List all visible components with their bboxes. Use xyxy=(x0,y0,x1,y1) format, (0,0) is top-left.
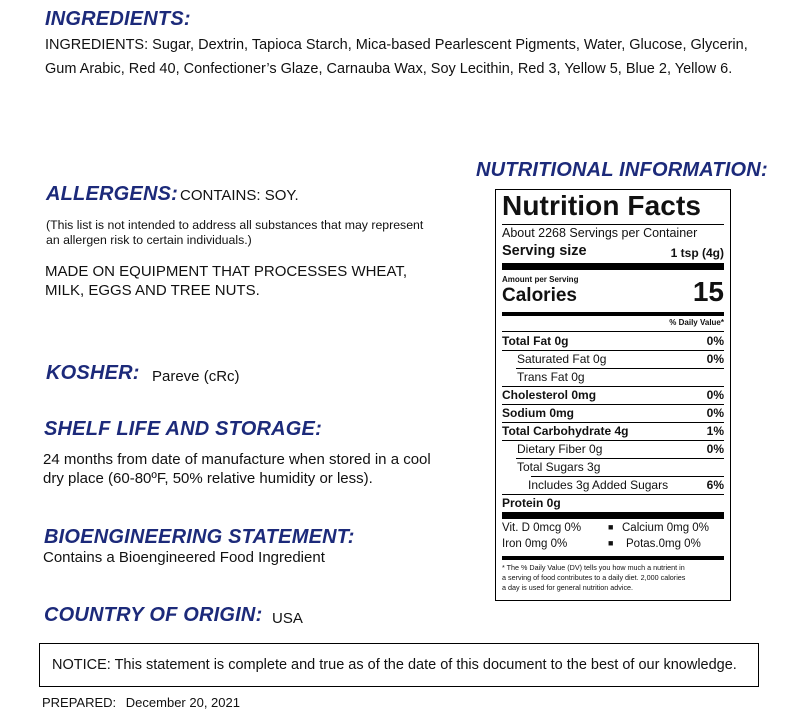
ingredients-line-2: Gum Arabic, Red 40, Confectioner’s Glaze, Carnauba Wax, Soy Lecithin, Red 3, Yellow 5, Blue 2, Yellow 6. xyxy=(45,61,733,77)
nutrient-row-total-carbohydrate xyxy=(502,424,724,438)
allergens-contains: CONTAINS: SOY. xyxy=(180,187,299,204)
calories-label: Calories xyxy=(502,285,577,306)
nutrient-row-total-sugars xyxy=(502,460,724,474)
nutrition-facts-title: Nutrition Facts xyxy=(502,190,702,221)
nutrient-label: Includes 3g Added Sugars xyxy=(528,478,669,492)
servings-per-container: About 2268 Servings per Container xyxy=(502,226,698,240)
notice-text: NOTICE: This statement is complete and true as of the date of this document to the best of our knowledge. xyxy=(52,657,737,673)
nutrient-label: Cholesterol 0mg xyxy=(502,388,597,402)
footnote-divider xyxy=(502,556,724,560)
allergens-disclaimer-line-2: an allergen risk to certain individuals.) xyxy=(46,233,252,247)
kosher-value: Pareve (cRc) xyxy=(152,368,240,385)
serving-size-row xyxy=(502,243,724,259)
medium-divider xyxy=(502,312,724,316)
allergens-disclaimer-line-1: (This list is not intended to address all substances that may represent xyxy=(46,218,424,232)
nutritional-information-heading: NUTRITIONAL INFORMATION: xyxy=(476,159,768,181)
nutrient-dv: 0% xyxy=(706,442,724,456)
bullet-square-icon: ■ xyxy=(608,522,614,532)
shelf-life-line-1: 24 months from date of manufacture when stored in a cool xyxy=(43,451,431,468)
nutrient-label: Total Carbohydrate 4g xyxy=(502,424,629,438)
nutrient-label: Sodium 0mg xyxy=(502,406,575,420)
vitamin-d: Vit. D 0mcg 0% xyxy=(502,522,582,534)
nutrient-row-cholesterol xyxy=(502,388,724,402)
nutrient-dv: 1% xyxy=(706,424,724,438)
calories-value: 15 xyxy=(692,276,724,307)
kosher-heading: KOSHER: xyxy=(46,362,140,384)
ingredients-heading: INGREDIENTS: xyxy=(45,8,191,30)
shelf-life-heading: SHELF LIFE AND STORAGE: xyxy=(44,418,322,440)
thick-divider xyxy=(502,263,724,270)
country-of-origin-heading: COUNTRY OF ORIGIN: xyxy=(44,604,263,626)
prepared-line xyxy=(42,695,240,710)
nutrient-row-total-fat xyxy=(502,334,724,348)
nutrient-row-sodium xyxy=(502,406,724,420)
nutrient-label: Saturated Fat 0g xyxy=(517,352,607,366)
nutrient-row-saturated-fat xyxy=(502,352,724,366)
footnote-line-2: a serving of food contributes to a daily diet. 2,000 calories xyxy=(502,573,686,582)
bioengineering-text: Contains a Bioengineered Food Ingredient xyxy=(43,549,325,566)
nutrient-dv: 0% xyxy=(706,388,724,402)
country-of-origin-value: USA xyxy=(272,610,303,627)
nutrient-row-added-sugars xyxy=(502,478,724,492)
vitamins-row-1 xyxy=(502,522,724,534)
nutrient-dv: 0% xyxy=(706,406,724,420)
nutrient-label: Dietary Fiber 0g xyxy=(517,442,603,456)
iron: Iron 0mg 0% xyxy=(502,538,568,550)
nutrient-label: Trans Fat 0g xyxy=(517,370,585,384)
daily-value-header: % Daily Value* xyxy=(669,318,724,327)
footnote-line-1: * The % Daily Value (DV) tells you how much a nutrient in xyxy=(502,563,685,572)
bioengineering-heading: BIOENGINEERING STATEMENT: xyxy=(44,526,355,548)
nutrient-label: Protein 0g xyxy=(502,496,561,510)
notice-box xyxy=(39,643,759,687)
thick-divider-bottom xyxy=(502,512,724,519)
vitamins-row-2 xyxy=(502,538,724,550)
prepared-date: December 20, 2021 xyxy=(125,695,240,710)
nutrient-row-trans-fat xyxy=(502,370,724,384)
allergens-heading: ALLERGENS: xyxy=(46,183,178,205)
nutrient-dv: 0% xyxy=(706,352,724,366)
calcium: Calcium 0mg 0% xyxy=(622,522,709,534)
nutrient-label: Total Fat 0g xyxy=(502,334,569,348)
allergens-equipment-line-2: MILK, EGGS AND TREE NUTS. xyxy=(45,282,260,299)
nutrient-row-protein xyxy=(502,496,724,510)
footnote-line-3: a day is used for general nutrition advice. xyxy=(502,583,634,592)
nutrient-row-dietary-fiber xyxy=(502,442,724,456)
amount-per-serving: Amount per Serving xyxy=(502,275,579,284)
nutrient-dv: 0% xyxy=(706,334,724,348)
bullet-square-icon: ■ xyxy=(608,538,614,548)
serving-size-value: 1 tsp (4g) xyxy=(670,246,724,260)
ingredients-line-1: INGREDIENTS: Sugar, Dextrin, Tapioca Starch, Mica-based Pearlescent Pigments, Water, Glucose, Glycerin, xyxy=(45,37,748,53)
allergens-equipment-line-1: MADE ON EQUIPMENT THAT PROCESSES WHEAT, xyxy=(45,263,407,280)
nutrient-label: Total Sugars 3g xyxy=(517,460,601,474)
prepared-label: PREPARED: xyxy=(42,695,117,710)
potassium: Potas.0mg 0% xyxy=(626,538,701,550)
serving-size-label: Serving size xyxy=(502,243,587,259)
nutrient-dv: 6% xyxy=(706,478,724,492)
shelf-life-line-2: dry place (60-80ºF, 50% relative humidity or less). xyxy=(43,470,373,487)
nutrition-facts-panel xyxy=(495,189,731,601)
